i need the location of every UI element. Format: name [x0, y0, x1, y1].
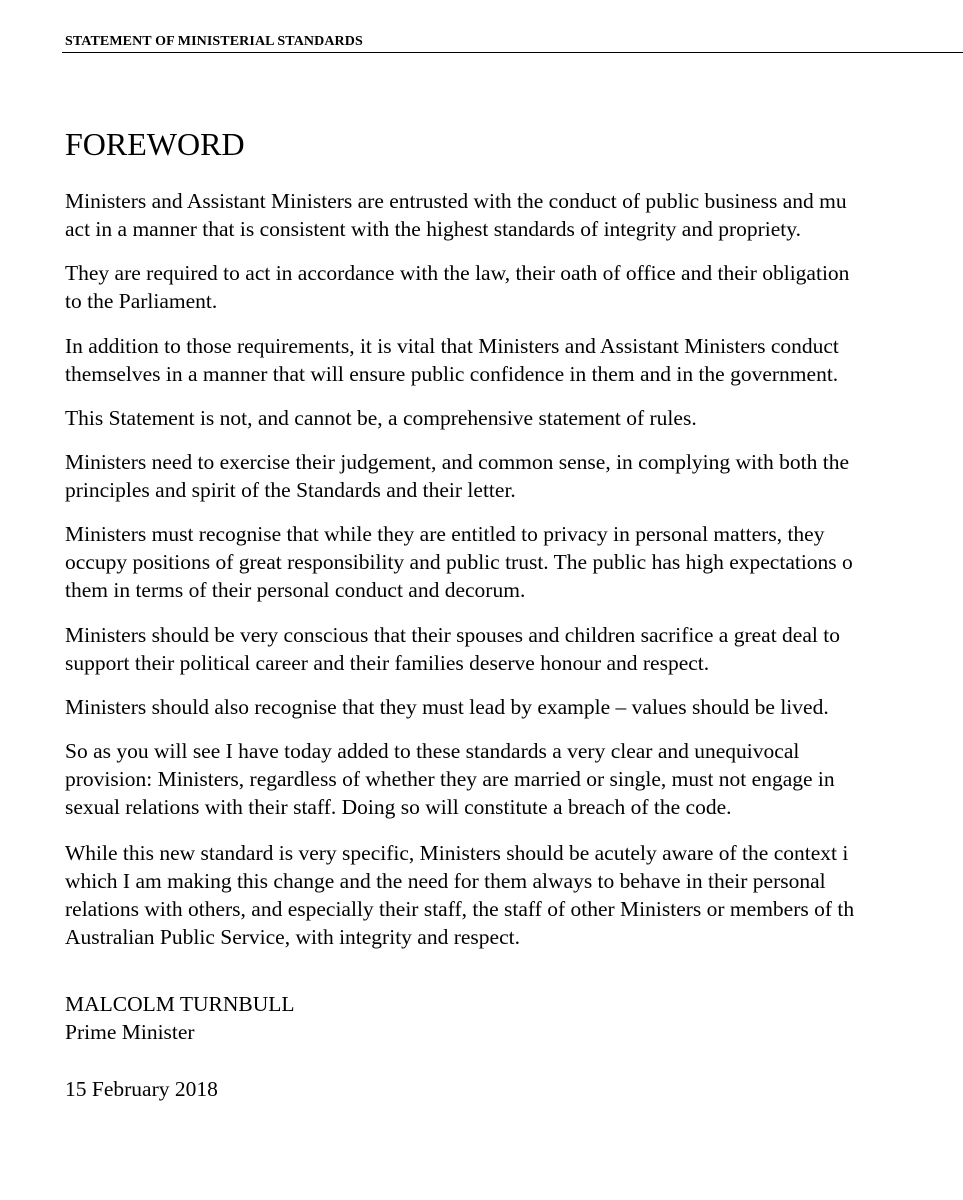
- paragraph-line: which I am making this change and the need for them always to behave in their personal: [65, 869, 826, 893]
- paragraph-9: [65, 737, 835, 821]
- paragraph-1: [65, 187, 847, 243]
- header-rule: [62, 52, 963, 53]
- running-header: STATEMENT OF MINISTERIAL STANDARDS: [65, 34, 363, 49]
- paragraph-line: So as you will see I have today added to these standards a very clear and unequivocal: [65, 739, 800, 763]
- paragraph-line: In addition to those requirements, it is vital that Ministers and Assistant Ministers conduct: [65, 334, 839, 358]
- signatory-name: MALCOLM TURNBULL: [65, 992, 295, 1016]
- paragraph-5: [65, 448, 849, 504]
- paragraph-line: Australian Public Service, with integrity and respect.: [65, 925, 520, 949]
- paragraph-line: to the Parliament.: [65, 289, 218, 313]
- paragraph-3: [65, 332, 839, 388]
- paragraph-line: Ministers should be very conscious that their spouses and children sacrifice a great deal to: [65, 623, 840, 647]
- paragraph-line: principles and spirit of the Standards and their letter.: [65, 478, 516, 502]
- paragraph-line: relations with others, and especially their staff, the staff of other Ministers or members of th: [65, 897, 855, 921]
- paragraph-line: occupy positions of great responsibility and public trust. The public has high expectations o: [65, 550, 853, 574]
- signatory-position: Prime Minister: [65, 1020, 195, 1044]
- paragraph-8: [65, 693, 829, 721]
- paragraph-7: [65, 621, 840, 677]
- paragraph-line: themselves in a manner that will ensure public confidence in them and in the government.: [65, 362, 839, 386]
- foreword-title: FOREWORD: [65, 126, 245, 162]
- paragraph-line: Ministers need to exercise their judgement, and common sense, in complying with both the: [65, 450, 849, 474]
- paragraph-line: They are required to act in accordance with the law, their oath of office and their obligation: [65, 261, 850, 285]
- paragraph-line: sexual relations with their staff. Doing so will constitute a breach of the code.: [65, 795, 732, 819]
- paragraph-6: [65, 520, 853, 604]
- document-date: 15 February 2018: [65, 1077, 218, 1101]
- paragraph-line: While this new standard is very specific, Ministers should be acutely aware of the context i: [65, 841, 849, 865]
- paragraph-line: This Statement is not, and cannot be, a comprehensive statement of rules.: [65, 406, 697, 430]
- paragraph-line: Ministers should also recognise that they must lead by example – values should be lived.: [65, 695, 829, 719]
- paragraph-4: [65, 404, 697, 432]
- paragraph-line: support their political career and their families deserve honour and respect.: [65, 651, 710, 675]
- paragraph-line: Ministers and Assistant Ministers are entrusted with the conduct of public business and mu: [65, 189, 847, 213]
- paragraph-line: act in a manner that is consistent with the highest standards of integrity and propriety.: [65, 217, 801, 241]
- paragraph-10: [65, 839, 854, 951]
- paragraph-line: them in terms of their personal conduct and decorum.: [65, 578, 526, 602]
- paragraph-line: Ministers must recognise that while they are entitled to privacy in personal matters, they: [65, 522, 825, 546]
- paragraph-line: provision: Ministers, regardless of whether they are married or single, must not engage in: [65, 767, 835, 791]
- paragraph-2: [65, 259, 849, 315]
